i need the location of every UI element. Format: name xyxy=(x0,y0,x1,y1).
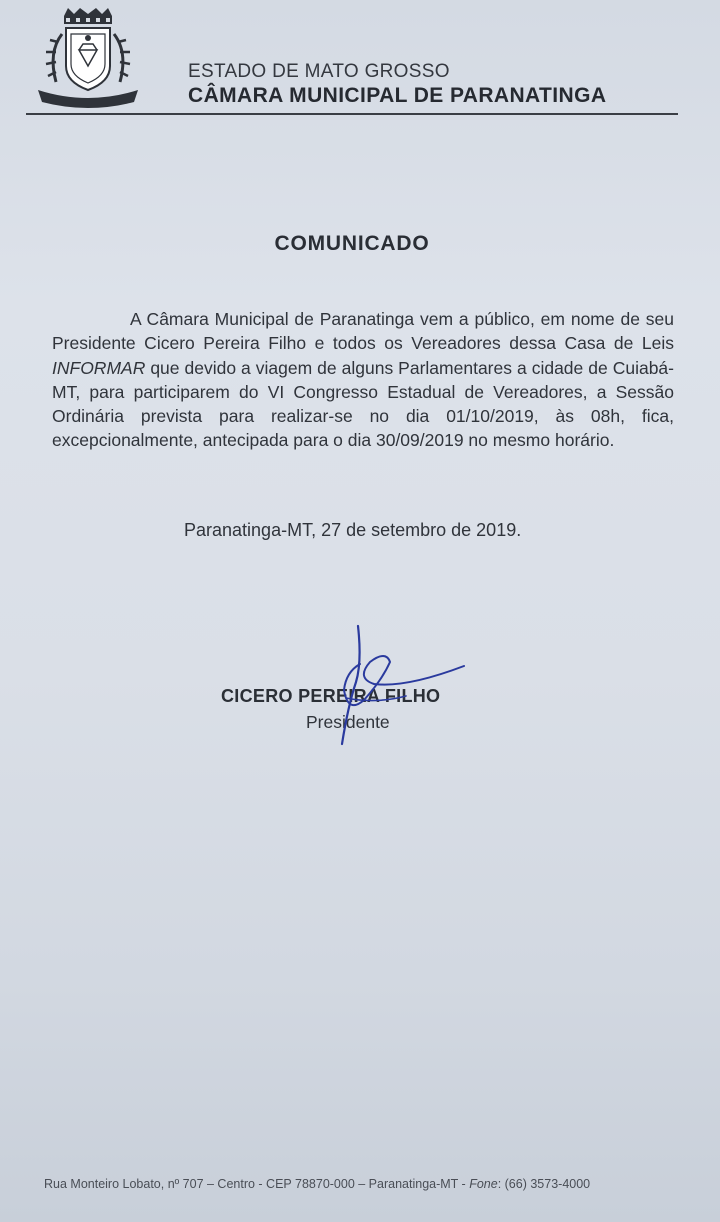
body-text-start: A Câmara Municipal de Paranatinga vem a público, em nome de seu Presidente Cicero Pereira Filho e todos os Vereadores dessa Casa de Leis xyxy=(52,309,674,354)
signer-role: Presidente xyxy=(306,712,390,732)
footer-phone-label: Fone xyxy=(469,1177,498,1191)
document-title: COMUNICADO xyxy=(274,232,430,255)
signer-name: CICERO PEREIRA FILHO xyxy=(221,686,441,706)
municipal-crest-icon xyxy=(36,8,140,108)
letterhead xyxy=(188,61,606,109)
chamber-name: CÂMARA MUNICIPAL DE PARANATINGA xyxy=(188,84,607,107)
handwritten-signature-icon xyxy=(286,622,476,750)
place-and-date: Paranatinga-MT, 27 de setembro de 2019. xyxy=(184,520,522,540)
body-text-end: que devido a viagem de alguns Parlamentares a cidade de Cuiabá-MT, para participarem do VI Congresso Estadual de Vereadores, a Sessão Ordinária prevista para realizar-se no dia 01/10/2019, às 08h, fica, excepcionalmente, antecipada para o dia 30/09/2019 no mesmo horário. xyxy=(52,357,674,451)
header-divider xyxy=(26,113,678,115)
footer-street: Rua Monteiro Lobato, nº 707 – Centro - CEP 78870-000 – Paranatinga-MT - xyxy=(44,1177,470,1191)
state-name: ESTADO DE MATO GROSSO xyxy=(188,61,450,82)
footer-phone-number: : (66) 3573-4000 xyxy=(497,1177,591,1191)
body-text-emphasis: INFORMAR xyxy=(52,357,146,378)
footer-address xyxy=(44,1177,590,1191)
announcement-body xyxy=(52,307,674,453)
